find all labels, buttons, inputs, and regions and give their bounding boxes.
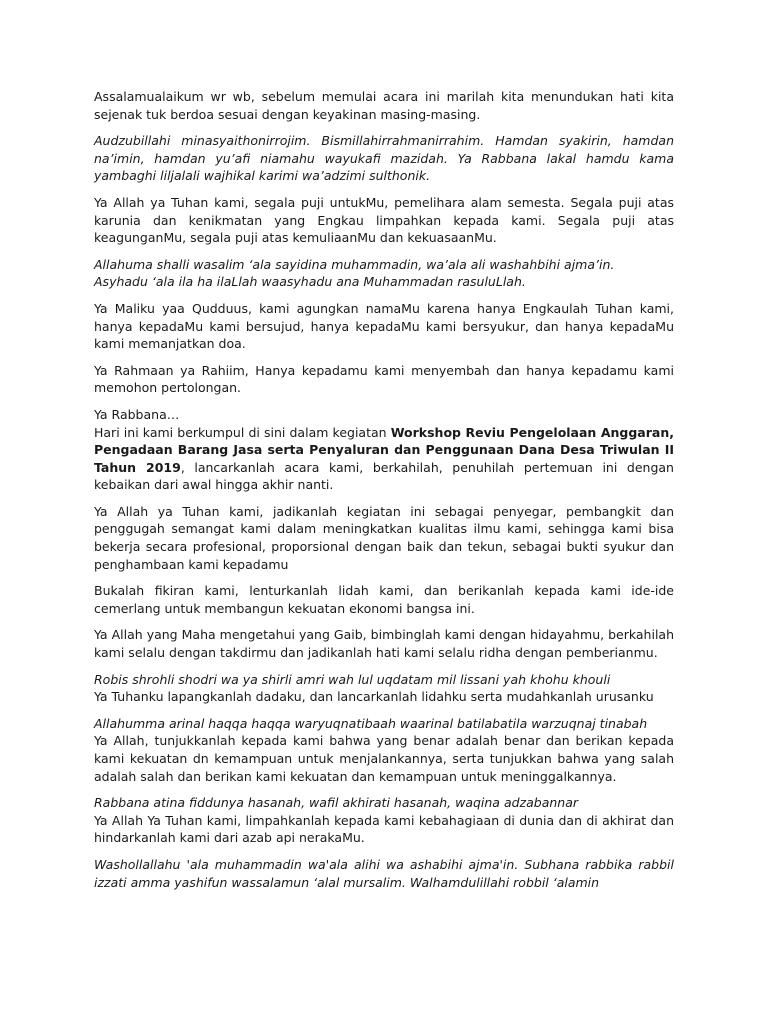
paragraph-ideas: Bukalah fikiran kami, lenturkanlah lidah kami, dan berikanlah kepada kami ide-ide cemerlang untuk membangun kekuatan ekonomi bangsa ini. — [94, 583, 674, 616]
paragraph-shalawat — [94, 256, 674, 291]
paragraph-arabic-praise: Audzubillahi minasyaithonirrojim. Bismillahirrahmanirrahim. Hamdan syakirin, hamdan na’imin, hamdan yu’afi niamahu wayukafi mazidah. Ya Rabbana lakal hamdu kama yambaghi liljalali wajhikal karimi wa’adzimi sulthonik. — [94, 133, 674, 184]
paragraph-event — [94, 406, 674, 494]
paragraph-rabbana-atina — [94, 794, 674, 847]
rabbana-atina-arabic: Rabbana atina fiddunya hasanah, wafil akhirati hasanah, waqina adzabannar — [94, 795, 578, 811]
haqqa-translation: Ya Allah, tunjukkanlah kepada kami bahwa yang benar adalah benar dan berikan kepada kami kekuatan dn kemampuan untuk menjalankannya, serta tunjukkan bahwa yang salah adalah salah dan berikan kami kekuatan dan kemampuan untuk meninggalkannya. — [94, 733, 674, 784]
syahadat-line: Asyhadu ‘ala ila ha ilaLlah waasyhadu ana Muhammadan rasuluLlah. — [94, 274, 526, 290]
event-intro-text: Hari ini kami berkumpul di sini dalam kegiatan — [94, 424, 391, 440]
paragraph-closing: Washollallahu 'ala muhammadin wa'ala alihi wa ashabihi ajma'in. Subhana rabbika rabbil izzati amma yashifun wassalamun ‘alal mursalim. Walhamdulillahi robbil ‘alamin — [94, 856, 674, 890]
paragraph-praise: Ya Allah ya Tuhan kami, segala puji untukMu, pemelihara alam semesta. Segala puji atas karunia dan kenikmatan yang Engkau limpahkan kepada kami. Segala puji atas keagunganMu, segala puji atas kemuliaanMu dan kekuasaanMu. — [94, 194, 674, 246]
rabbana-heading: Ya Rabbana… — [94, 406, 180, 422]
document-page — [94, 88, 674, 900]
event-title: Workshop Reviu Pengelolaan Anggaran, Pengadaan Barang Jasa serta Penyaluran dan Penggunaan Dana Desa Triwulan II Tahun 2019 — [94, 424, 674, 475]
robis-translation: Ya Tuhanku lapangkanlah dadaku, dan lancarkanlah lidahku serta mudahkanlah urusanku — [94, 689, 654, 705]
paragraph-opening: Assalamualaikum wr wb, sebelum memulai acara ini marilah kita menundukan hati kita sejenak tuk berdoa sesuai dengan keyakinan masing-masing. — [94, 89, 674, 122]
paragraph-motivation: Ya Allah ya Tuhan kami, jadikanlah kegiatan ini sebagai penyegar, pembangkit dan penggugah semangat kami dalam meningkatkan kualitas ilmu kami, sehingga kami bisa bekerja secara profesional, proporsional dengan baik dan tekun, sebagai bukti syukur dan penghambaan kami kepadamu — [94, 503, 674, 572]
robis-arabic: Robis shrohli shodri wa ya shirli amri wah lul uqdatam mil lissani yah khohu khouli — [94, 671, 611, 687]
paragraph-guidance: Ya Allah yang Maha mengetahui yang Gaib, bimbinglah kami dengan hidayahmu, berkahilah kami selalu dengan takdirmu dan jadikanlah hati kami selalu ridha dengan pemberianmu. — [94, 627, 674, 661]
paragraph-haqqa — [94, 715, 674, 785]
rabbana-atina-translation: Ya Allah Ya Tuhan kami, limpahkanlah kepada kami kebahagiaan di dunia dan di akhirat dan hindarkanlah kami dari azab api nerakaMu. — [94, 812, 674, 846]
paragraph-rahmaan: Ya Rahmaan ya Rahiim, Hanya kepadamu kami menyembah dan hanya kepadamu kami memohon pertolongan. — [94, 362, 674, 396]
paragraph-maliku: Ya Maliku yaa Qudduus, kami agungkan namaMu karena hanya Engkaulah Tuhan kami, hanya kepadaMu kami bersujud, hanya kepadaMu kami bersyukur, dan hanya kepadaMu kami memanjatkan doa. — [94, 300, 674, 352]
haqqa-arabic: Allahumma arinal haqqa haqqa waryuqnatibaah waarinal batilabatila warzuqnaj tinabah — [94, 715, 648, 731]
paragraph-robis — [94, 671, 674, 706]
event-closing-text: , lancarkanlah acara kami, berkahilah, penuhilah pertemuan ini dengan kebaikan dari awal hingga akhir nanti. — [94, 459, 674, 493]
shalawat-line: Allahuma shalli wasalim ‘ala sayidina muhammadin, wa’ala ali washahbihi ajma’in. — [94, 256, 615, 272]
